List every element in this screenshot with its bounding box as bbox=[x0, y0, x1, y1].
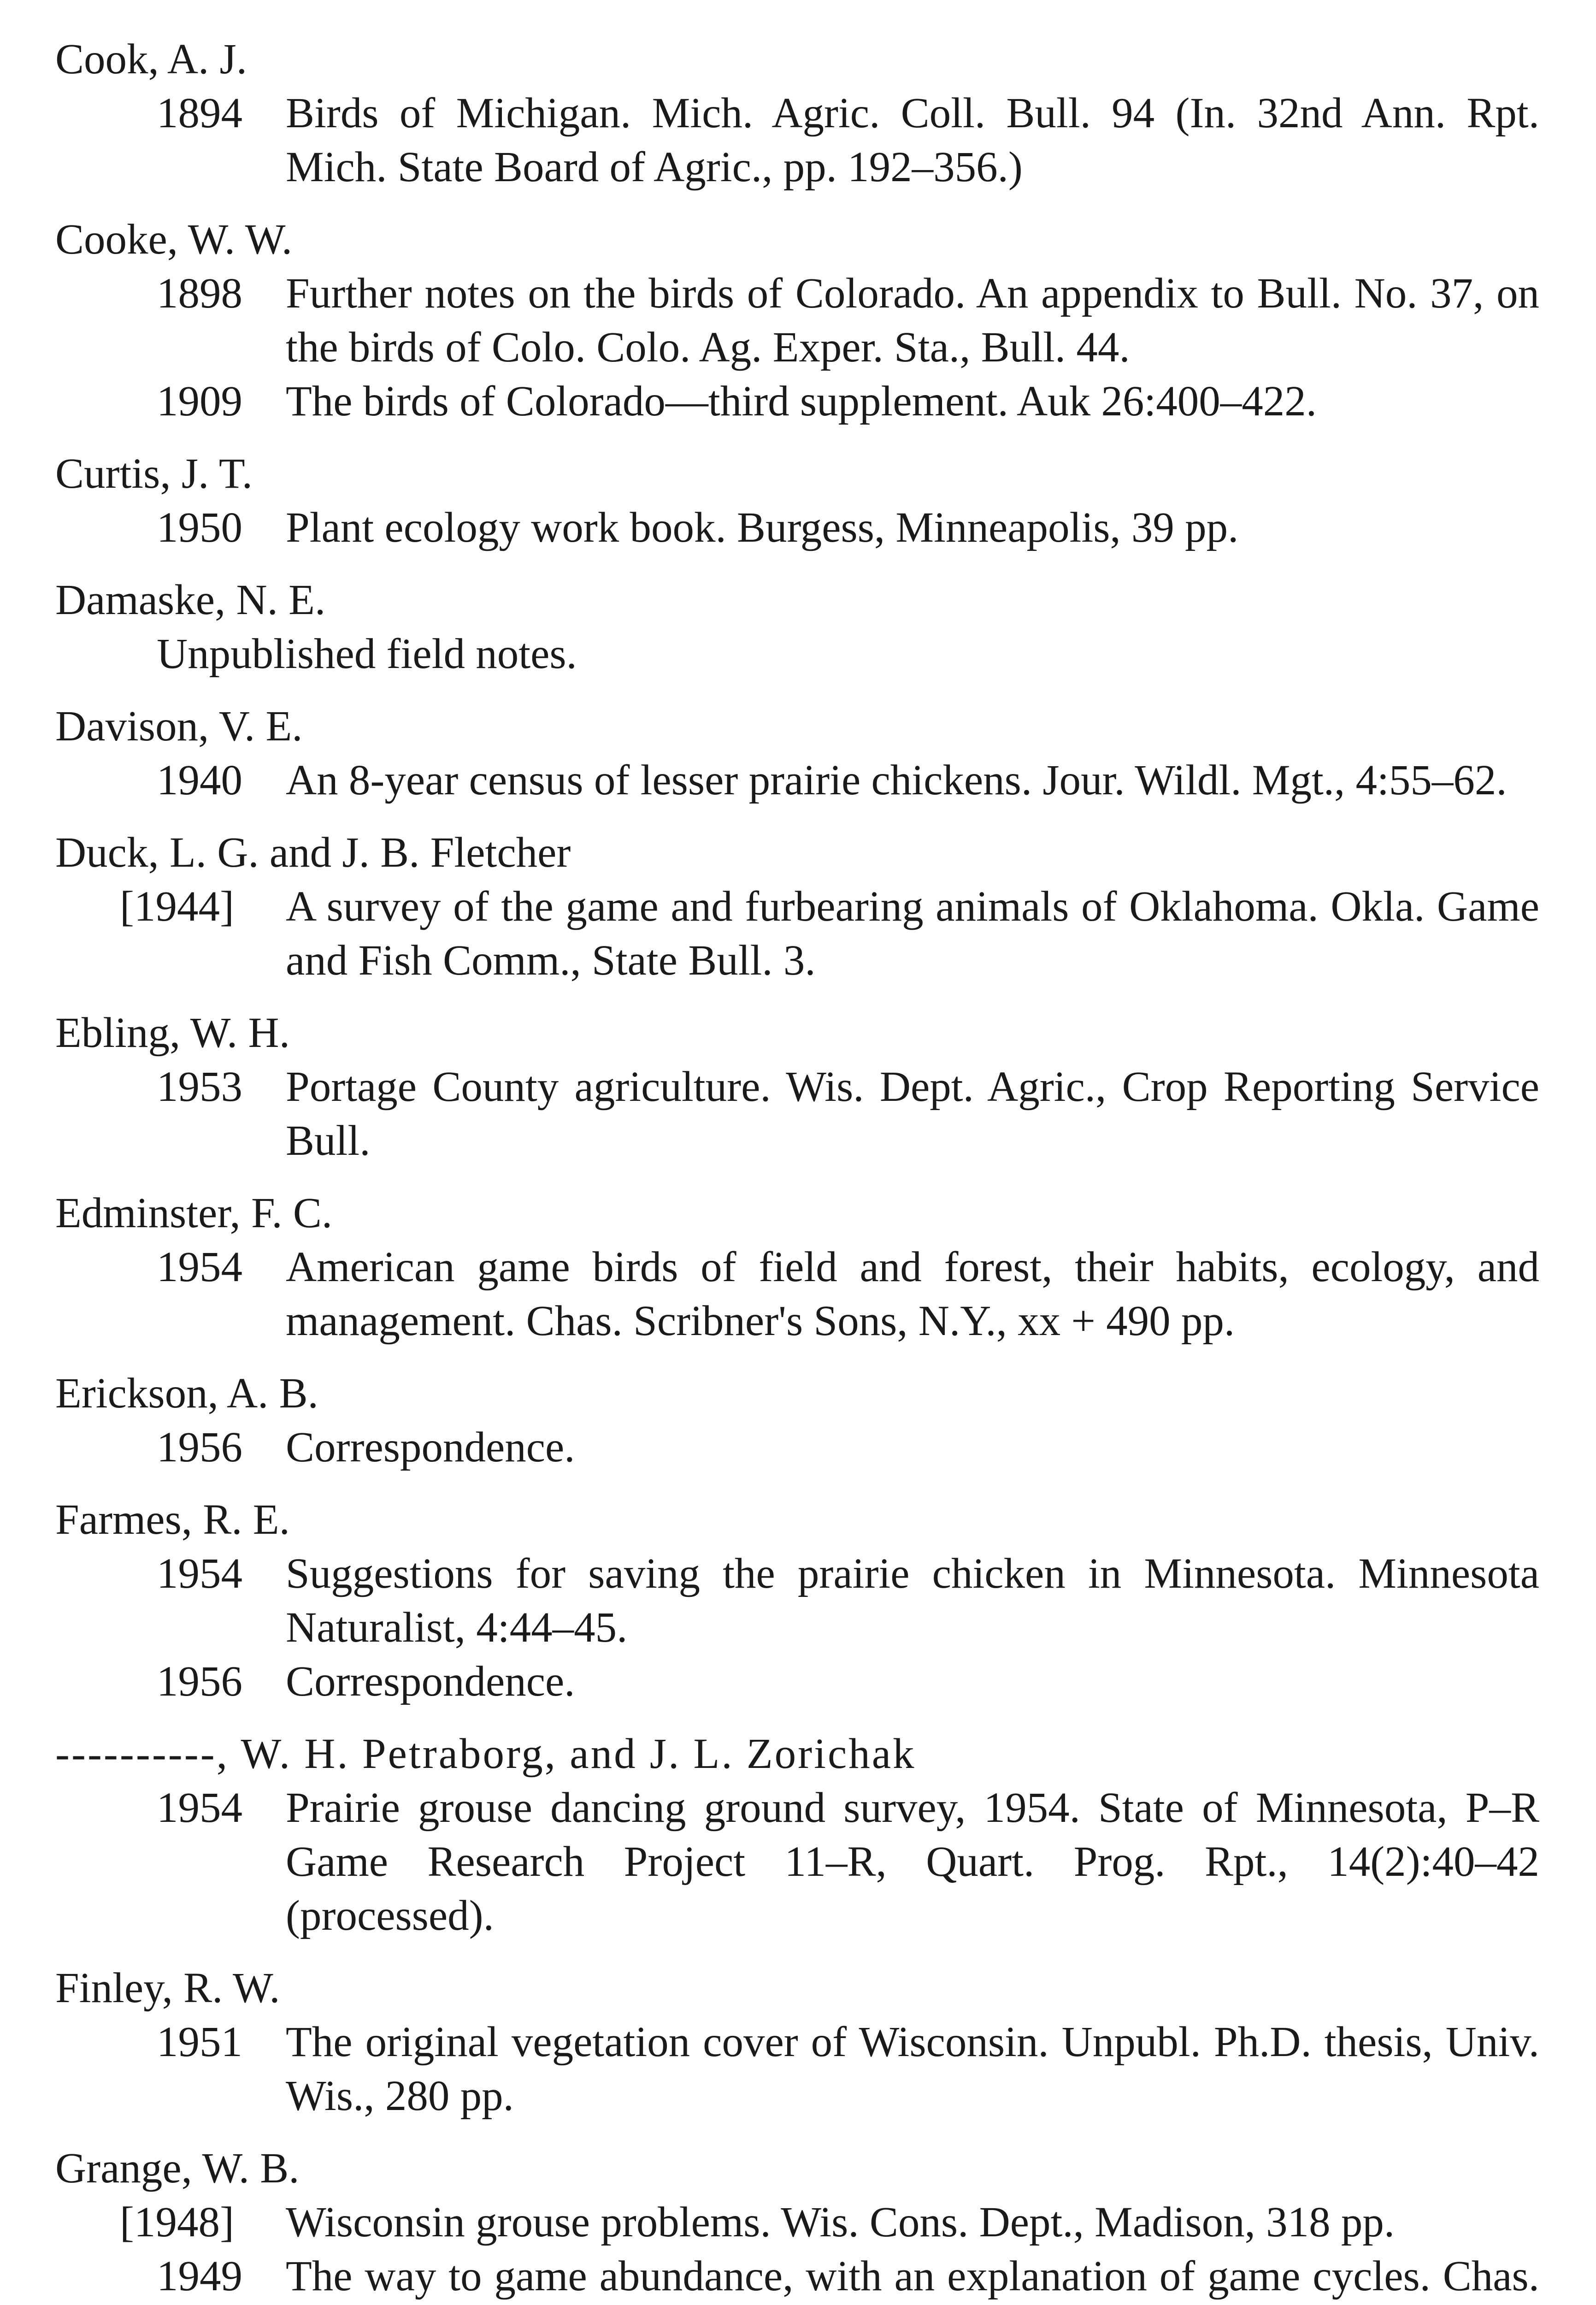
entry-text: Wisconsin grouse problems. Wis. Cons. Dept., Madison, 318 pp. bbox=[286, 2199, 1395, 2246]
entry-text: The way to game abundance, with an explanation of game cycles. Chas. bbox=[286, 2252, 1539, 2300]
entry-text: Further notes on the birds of Colorado. An appendix to Bull. No. 37, on the birds of Colo. Colo. Ag. Exper. Sta., Bull. 44. bbox=[286, 270, 1539, 371]
author-name: Cook, A. J. bbox=[55, 35, 247, 83]
reference-entry bbox=[55, 880, 1539, 987]
reference-list bbox=[55, 32, 1539, 2305]
author-name: Grange, W. B. bbox=[55, 2145, 300, 2192]
entry-text: The original vegetation cover of Wisconsin. Unpubl. Ph.D. thesis, Univ. Wis., 280 pp. bbox=[286, 2018, 1539, 2120]
entry-text: American game birds of field and forest, their habits, ecology, and management. Chas. Scribner's Sons, N.Y., xx + 490 pp. bbox=[286, 1243, 1539, 1345]
entry-text: Correspondence. bbox=[286, 1658, 575, 1705]
author-name: ----------, W. H. Petraborg, and J. L. Zorichak bbox=[55, 1730, 916, 1778]
entry-text: Portage County agriculture. Wis. Dept. Agric., Crop Reporting Service Bull. bbox=[286, 1063, 1539, 1164]
entry-year: 1956 bbox=[157, 1658, 242, 1705]
entry-text: An 8-year census of lesser prairie chickens. Jour. Wildl. Mgt., 4:55–62. bbox=[286, 757, 1507, 804]
entry-year: 1951 bbox=[157, 2018, 242, 2066]
author-name: Davison, V. E. bbox=[55, 703, 303, 750]
entry-year: 1894 bbox=[157, 89, 242, 137]
reference-entry bbox=[55, 1655, 1539, 1708]
entry-year: 1953 bbox=[157, 1063, 242, 1111]
entry-text: Plant ecology work book. Burgess, Minneapolis, 39 pp. bbox=[286, 504, 1239, 551]
reference-entry bbox=[55, 1060, 1539, 1168]
entry-year: 1954 bbox=[157, 1550, 242, 1597]
reference-entry bbox=[55, 2249, 1539, 2305]
entry-year: 1950 bbox=[157, 504, 242, 551]
reference-entry bbox=[55, 753, 1539, 807]
reference-entry bbox=[55, 2015, 1539, 2123]
reference-entry bbox=[55, 374, 1539, 428]
author-name: Cooke, W. W. bbox=[55, 216, 293, 263]
entry-year: 1898 bbox=[157, 270, 242, 317]
author-name: Farmes, R. E. bbox=[55, 1496, 290, 1543]
author-name: Curtis, J. T. bbox=[55, 450, 253, 497]
reference-entry bbox=[55, 266, 1539, 374]
reference-entry bbox=[55, 1420, 1539, 1474]
author-name: Erickson, A. B. bbox=[55, 1370, 318, 1417]
entry-text: Birds of Michigan. Mich. Agric. Coll. Bull. 94 (In. 32nd Ann. Rpt. Mich. State Board of Agric., pp. 192–356.) bbox=[286, 89, 1539, 191]
entry-text: The birds of Colorado—third supplement. Auk 26:400–422. bbox=[286, 378, 1317, 425]
entry-text: Unpublished field notes. bbox=[157, 630, 577, 678]
entry-text: Prairie grouse dancing ground survey, 1954. State of Minnesota, P–R Game Research Project 11–R, Quart. Prog. Rpt., 14(2):40–42 (processed). bbox=[286, 1784, 1539, 1939]
entry-year: [1944] bbox=[120, 883, 234, 930]
reference-entry bbox=[55, 501, 1539, 555]
entry-text: A survey of the game and furbearing animals of Oklahoma. Okla. Game and Fish Comm., State Bull. 3. bbox=[286, 883, 1539, 984]
entry-text: Suggestions for saving the prairie chicken in Minnesota. Minnesota Naturalist, 4:44–45. bbox=[286, 1550, 1539, 1651]
reference-entry bbox=[55, 1781, 1539, 1943]
author-name: Damaske, N. E. bbox=[55, 576, 326, 624]
entry-year: 1940 bbox=[157, 757, 242, 804]
author-name: Ebling, W. H. bbox=[55, 1009, 290, 1057]
reference-entry bbox=[55, 1240, 1539, 1348]
entry-year: 1954 bbox=[157, 1243, 242, 1291]
author-name: Finley, R. W. bbox=[55, 1964, 280, 2012]
entry-year: 1909 bbox=[157, 378, 242, 425]
reference-entry bbox=[55, 1547, 1539, 1655]
author-name: Duck, L. G. and J. B. Fletcher bbox=[55, 829, 571, 876]
entry-year: [1948] bbox=[120, 2199, 234, 2246]
entry-year: 1954 bbox=[157, 1784, 242, 1832]
entry-year: 1949 bbox=[157, 2252, 242, 2300]
reference-entry bbox=[55, 86, 1539, 194]
author-name: Edminster, F. C. bbox=[55, 1189, 333, 1237]
reference-entry bbox=[55, 2195, 1539, 2249]
entry-text: Correspondence. bbox=[286, 1424, 575, 1471]
entry-year: 1956 bbox=[157, 1424, 242, 1471]
